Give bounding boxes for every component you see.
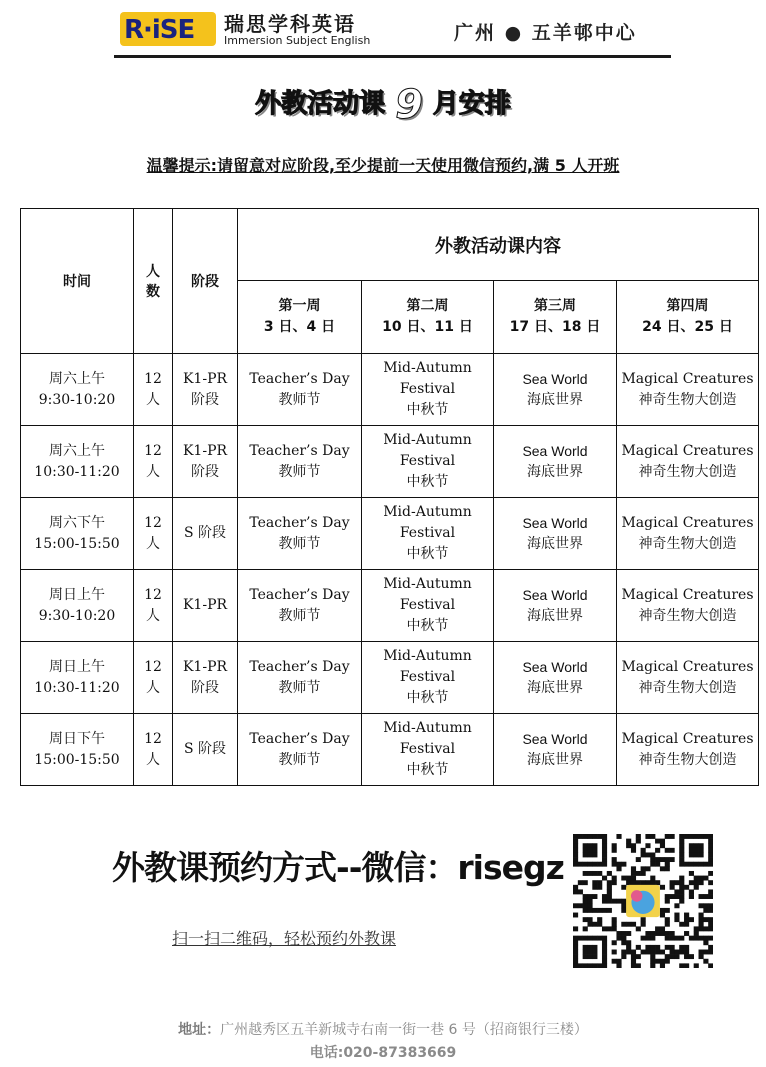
brand-logo [120, 8, 372, 50]
qr-code-icon [573, 834, 713, 968]
address-text: 广州越秀区五羊新城寺右南一街一巷 6 号（招商银行三楼） [220, 1022, 588, 1038]
stage-line1: K1-PR [182, 370, 228, 387]
people-unit: 人 [146, 463, 160, 480]
cell-topic-week-3 [494, 642, 617, 714]
topic-en: Sea World [522, 514, 588, 531]
topic-cn: 教师节 [278, 463, 321, 480]
logo-english-name: Immersion Subject English [224, 34, 371, 47]
scan-hint: 扫一扫二维码，轻松预约外教课 [172, 929, 397, 948]
day-label: 周六上午 [49, 442, 105, 459]
stage-line1: K1-PR [182, 658, 228, 675]
topic-en-2: Festival [399, 597, 456, 613]
stage-line1: S 阶段 [183, 741, 227, 757]
topic-en: Magical Creatures [621, 442, 754, 459]
topic-en: Sea World [522, 586, 588, 603]
stage-line1: K1-PR [182, 442, 228, 459]
topic-en: Mid-Autumn [383, 720, 472, 736]
header-divider [114, 55, 671, 58]
topic-en: Sea World [522, 442, 588, 459]
topic-en: Magical Creatures [621, 514, 754, 531]
cell-topic-week-2 [362, 354, 494, 426]
topic-cn: 教师节 [278, 751, 321, 768]
cell-stage [173, 354, 238, 426]
header-stage: 阶段 [173, 209, 238, 354]
cell-topic-week-2 [362, 498, 494, 570]
table-row [21, 570, 759, 642]
topic-cn: 教师节 [278, 679, 321, 696]
cell-stage [173, 498, 238, 570]
topic-cn: 教师节 [278, 535, 321, 552]
topic-en: Magical Creatures [621, 586, 754, 603]
header-content: 外教活动课内容 [238, 209, 759, 281]
week-name: 第二周 [406, 298, 449, 314]
cell-people [134, 498, 173, 570]
cell-stage [173, 570, 238, 642]
time-range: 10:30-11:20 [34, 679, 120, 696]
stage-line2: 阶段 [191, 391, 219, 408]
header-week-4 [617, 281, 759, 354]
cell-topic-week-1 [238, 570, 362, 642]
people-unit: 人 [146, 679, 160, 696]
cell-topic-week-4 [617, 714, 759, 786]
header-time: 时间 [21, 209, 134, 354]
people-count: 12 [144, 370, 162, 387]
cell-time [21, 642, 134, 714]
topic-cn: 中秋节 [406, 402, 449, 418]
title-month: 9 [395, 82, 423, 128]
topic-cn: 教师节 [278, 391, 321, 408]
address [0, 1019, 766, 1039]
topic-en: Sea World [522, 658, 588, 675]
cell-time [21, 570, 134, 642]
table-row [21, 354, 759, 426]
cell-topic-week-3 [494, 354, 617, 426]
topic-cn: 海底世界 [527, 391, 583, 408]
cell-topic-week-4 [617, 498, 759, 570]
topic-cn: 神奇生物大创造 [638, 751, 737, 768]
logo-mark: R·iSE [124, 15, 195, 45]
topic-cn: 神奇生物大创造 [638, 463, 737, 480]
topic-cn: 海底世界 [527, 607, 583, 624]
title-before: 外教活动课 [255, 89, 386, 119]
address-label: 地址： [178, 1022, 221, 1038]
header-week-2 [362, 281, 494, 354]
cell-topic-week-4 [617, 426, 759, 498]
stage-line2: 阶段 [191, 463, 219, 480]
topic-en: Teacher’s Day [249, 370, 350, 387]
topic-en: Mid-Autumn [383, 504, 472, 520]
title-after: 月安排 [432, 89, 511, 119]
cell-people [134, 570, 173, 642]
logo-badge [120, 12, 216, 46]
cell-topic-week-2 [362, 642, 494, 714]
topic-cn: 海底世界 [527, 751, 583, 768]
topic-cn: 教师节 [278, 607, 321, 624]
topic-cn: 海底世界 [527, 535, 583, 552]
center-name: 广州 ● 五羊邨中心 [454, 22, 637, 44]
page-title [0, 82, 766, 128]
day-label: 周日上午 [49, 658, 105, 675]
topic-en: Sea World [522, 370, 588, 387]
wechat-booking: 外教课预约方式--微信：risegz [112, 848, 564, 887]
cell-people [134, 714, 173, 786]
people-count: 12 [144, 514, 162, 531]
cell-topic-week-1 [238, 642, 362, 714]
cell-time [21, 498, 134, 570]
cell-people [134, 354, 173, 426]
cell-topic-week-3 [494, 498, 617, 570]
week-dates: 10 日、11 日 [382, 319, 473, 335]
topic-cn: 中秋节 [406, 690, 449, 706]
cell-people [134, 426, 173, 498]
topic-en-2: Festival [399, 525, 456, 541]
topic-cn: 中秋节 [406, 762, 449, 778]
topic-cn: 神奇生物大创造 [638, 607, 737, 624]
time-range: 9:30-10:20 [38, 607, 116, 624]
cell-topic-week-2 [362, 570, 494, 642]
topic-cn: 神奇生物大创造 [638, 679, 737, 696]
topic-en: Magical Creatures [621, 730, 754, 747]
people-unit: 人 [146, 607, 160, 624]
cell-topic-week-4 [617, 570, 759, 642]
people-count: 12 [144, 442, 162, 459]
week-name: 第三周 [534, 298, 576, 314]
table-row [21, 642, 759, 714]
topic-en: Magical Creatures [621, 658, 754, 675]
week-name: 第四周 [666, 298, 709, 314]
header-people: 人 数 [134, 209, 173, 354]
topic-en: Teacher’s Day [249, 730, 350, 747]
header-week-3 [494, 281, 617, 354]
cell-topic-week-2 [362, 714, 494, 786]
week-name: 第一周 [278, 298, 321, 314]
topic-cn: 神奇生物大创造 [638, 535, 737, 552]
people-unit: 人 [146, 751, 160, 768]
people-count: 12 [144, 586, 162, 603]
week-dates: 24 日、25 日 [642, 319, 733, 335]
cell-topic-week-3 [494, 714, 617, 786]
time-range: 10:30-11:20 [34, 463, 120, 480]
stage-line2: 阶段 [191, 679, 219, 696]
topic-en: Mid-Autumn [383, 648, 472, 664]
cell-topic-week-3 [494, 426, 617, 498]
reminder-tip: 温馨提示:请留意对应阶段,至少提前一天使用微信预约,满 5 人开班 [146, 156, 620, 175]
people-count: 12 [144, 658, 162, 675]
stage-line1: S 阶段 [183, 525, 227, 541]
cell-stage [173, 642, 238, 714]
cell-time [21, 426, 134, 498]
time-range: 15:00-15:50 [34, 535, 120, 552]
table-row [21, 498, 759, 570]
topic-cn: 海底世界 [527, 679, 583, 696]
cell-topic-week-1 [238, 426, 362, 498]
cell-topic-week-1 [238, 354, 362, 426]
table-row [21, 714, 759, 786]
topic-cn: 神奇生物大创造 [638, 391, 737, 408]
week-dates: 3 日、4 日 [263, 319, 336, 335]
header-week-1 [238, 281, 362, 354]
cell-stage [173, 426, 238, 498]
stage-line1: K1-PR [182, 597, 228, 613]
cell-topic-week-4 [617, 354, 759, 426]
logo-chinese-name: 瑞思学科英语 [224, 12, 356, 36]
day-label: 周日下午 [49, 730, 105, 747]
topic-en: Mid-Autumn [383, 432, 472, 448]
day-label: 周六上午 [49, 370, 105, 387]
people-unit: 人 [146, 391, 160, 408]
day-label: 周日上午 [49, 586, 105, 603]
schedule-table [20, 208, 759, 786]
topic-en: Teacher’s Day [249, 586, 350, 603]
cell-topic-week-2 [362, 426, 494, 498]
cell-topic-week-4 [617, 642, 759, 714]
table-row [21, 426, 759, 498]
topic-en-2: Festival [399, 741, 456, 757]
topic-en: Teacher’s Day [249, 442, 350, 459]
cell-people [134, 642, 173, 714]
cell-topic-week-1 [238, 714, 362, 786]
cell-time [21, 714, 134, 786]
topic-en-2: Festival [399, 669, 456, 685]
cell-topic-week-1 [238, 498, 362, 570]
topic-en: Magical Creatures [621, 370, 754, 387]
day-label: 周六下午 [49, 514, 105, 531]
topic-en: Mid-Autumn [383, 576, 472, 592]
cell-time [21, 354, 134, 426]
topic-en-2: Festival [399, 381, 456, 397]
week-dates: 17 日、18 日 [509, 319, 601, 335]
topic-en: Teacher’s Day [249, 658, 350, 675]
topic-en: Sea World [522, 730, 588, 747]
topic-en: Teacher’s Day [249, 514, 350, 531]
phone: 电话:020-87383669 [309, 1045, 457, 1061]
people-unit: 人 [146, 535, 160, 552]
topic-cn: 中秋节 [406, 618, 449, 634]
cell-topic-week-3 [494, 570, 617, 642]
topic-en: Mid-Autumn [383, 360, 472, 376]
topic-en-2: Festival [399, 453, 456, 469]
topic-cn: 中秋节 [406, 474, 449, 490]
people-count: 12 [144, 730, 162, 747]
topic-cn: 中秋节 [406, 546, 449, 562]
time-range: 9:30-10:20 [38, 391, 116, 408]
topic-cn: 海底世界 [527, 463, 583, 480]
time-range: 15:00-15:50 [34, 751, 120, 768]
cell-stage [173, 714, 238, 786]
